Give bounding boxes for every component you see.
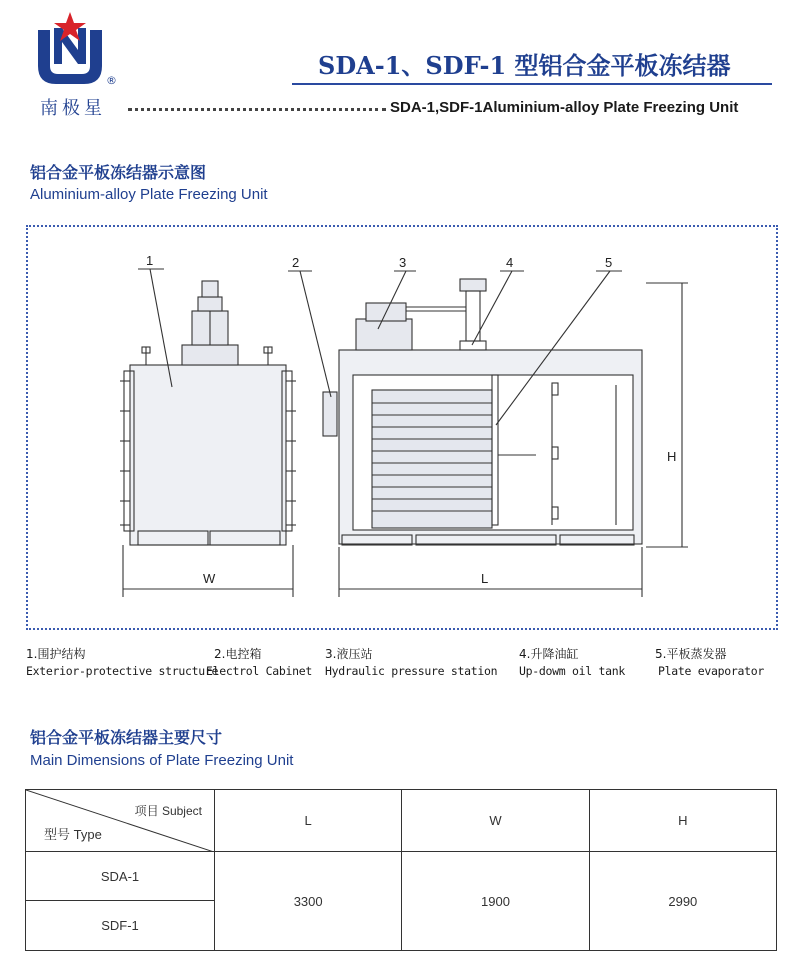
header-diagonal-cell [26,790,215,852]
type-header: 型号 Type [44,827,102,842]
legend-en-5: Plate evaporator [658,664,764,678]
legend-cn-5: 5.平板蒸发器 [655,647,727,661]
page-subtitle: SDA-1,SDF-1Aluminium-alloy Plate Freezing Unit [390,99,739,116]
page-title: SDA-1、SDF-1 型铝合金平板冻结器 [318,51,731,80]
dims-heading-en: Main Dimensions of Plate Freezing Unit [30,752,294,769]
front-enclosure [130,365,286,545]
value-w: 1900 [402,852,589,951]
diagram-heading-en: Aluminium-alloy Plate Freezing Unit [30,186,268,203]
column-header-w: W [402,790,589,852]
dims-heading-cn: 铝合金平板冻结器主要尺寸 [30,728,223,747]
callout-5: 5 [605,255,613,270]
column-header-h: H [589,790,776,852]
legend-en-4: Up-dowm oil tank [519,664,625,678]
dotted-leader [128,108,386,111]
model-sda-1: SDA-1 [26,852,215,901]
dimension-l-label: L [481,571,489,586]
value-h: 2990 [589,852,776,951]
column-header-l: L [215,790,402,852]
legend-cn-1: 1.围护结构 [26,647,86,661]
callout-1: 1 [146,253,154,268]
callout-2: 2 [292,255,300,270]
legend-cn-2: 2.电控箱 [214,647,262,661]
legend-en-1: Exterior-protective structure [26,664,219,678]
freezer-schematic [26,225,778,630]
brand-logo [30,10,110,90]
legend-cn-4: 4.升降油缸 [519,647,579,661]
title-underline [292,83,772,85]
brand-name: 南极星 [40,98,106,119]
dimension-w-label: W [203,571,216,586]
legend-cn-3: 3.液压站 [325,647,373,661]
registered-mark: ® [106,74,117,87]
dimensions-table [25,789,777,951]
dimension-h-label: H [667,449,677,464]
subject-header: 项目 Subject [134,804,202,818]
callout-3: 3 [399,255,407,270]
model-sdf-1: SDF-1 [26,901,215,951]
legend-en-2: Electrol Cabinet [206,664,312,678]
callout-4: 4 [506,255,514,270]
legend-en-3: Hydraulic pressure station [325,664,498,678]
diagram-heading-cn: 铝合金平板冻结器示意图 [30,163,207,182]
value-l: 3300 [215,852,402,951]
